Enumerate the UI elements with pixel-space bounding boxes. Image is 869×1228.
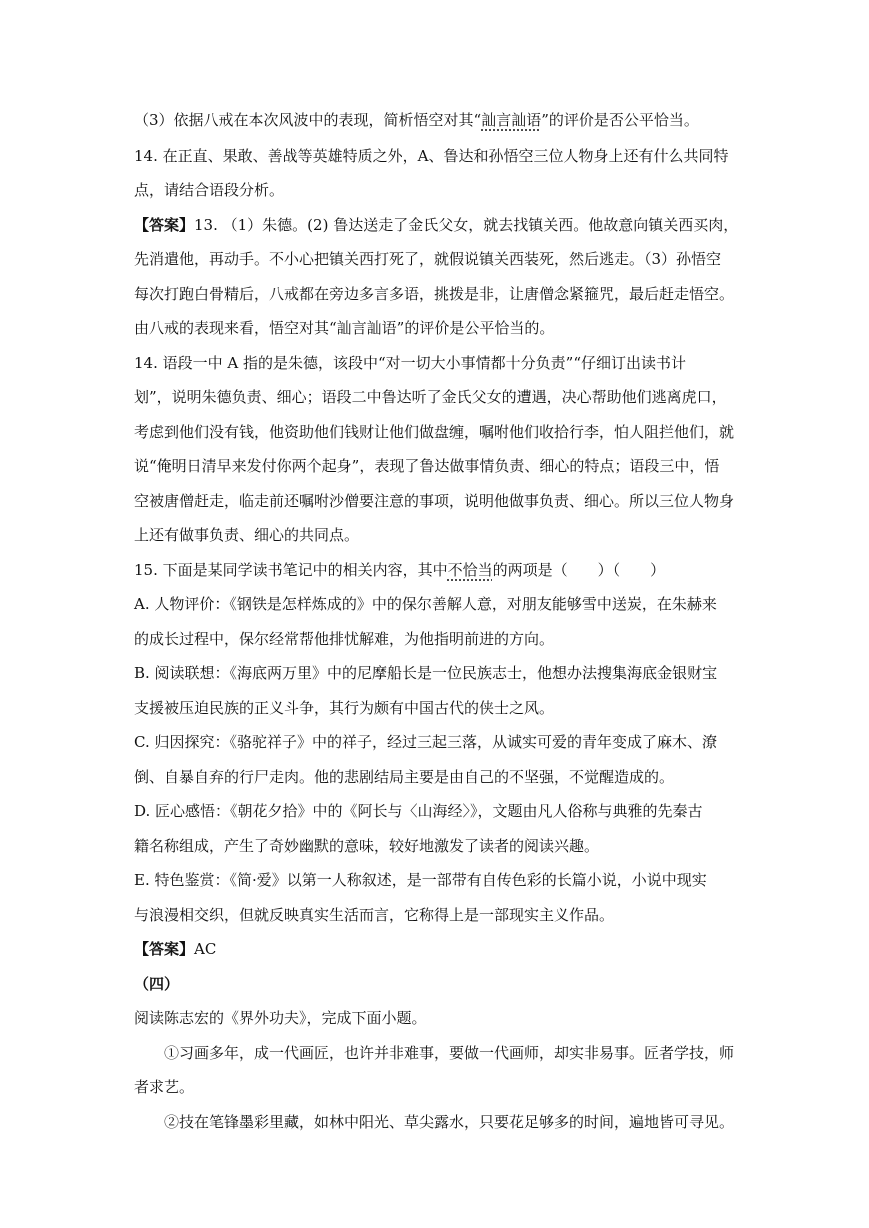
option-c-line-1: C. 归因探究：《骆驼祥子》中的祥子，经过三起三落，从诚实可爱的青年变成了麻木、潦: [134, 733, 717, 751]
answer-13-line-1: [134, 215, 744, 235]
answer-label: 【答案】: [134, 216, 195, 234]
option-a-line-2: 的成长过程中，保尔经常帮他排忧解难，为他指明前进的方向。: [134, 630, 555, 648]
answer-13-text: 13. （1）朱德。(2) 鲁达送走了金氏父女，就去找镇关西。他故意向镇关西买肉，: [194, 216, 739, 234]
section-heading: （四）: [134, 975, 180, 993]
question-3-line: [134, 110, 744, 130]
answer-15-value: AC: [194, 940, 217, 958]
question-15-text: 15. 下面是某同学读书笔记中的相关内容，其中: [134, 561, 448, 579]
answer-14-line-2: 划”，说明朱德负责、细心；语段二中鲁达听了金氏父女的遭遇，决心帮助他们逃离虎口，: [134, 388, 727, 406]
answer-13-line-2: 先消遣他，再动手。不小心把镇关西打死了，就假说镇关西装死，然后逃走。（3）孙悟空: [134, 250, 722, 268]
answer-14-line-5: 空被唐僧赶走，临走前还嘱咐沙僧要注意的事项，说明他做事负责、细心。所以三位人物身: [134, 492, 735, 510]
option-b-line-2: 支援被压迫民族的正义斗争，其行为颇有中国古代的侠士之风。: [134, 699, 555, 717]
answer-14-line-6: 上还有做事负责、细心的共同点。: [134, 526, 360, 544]
answer-14-line-4: 说“俺明日清早来发付你两个起身”，表现了鲁达做事情负责、细心的特点；语段三中，悟: [134, 457, 720, 475]
question-15-line: [134, 560, 744, 580]
option-b-line-1: B. 阅读联想：《海底两万里》中的尼摩船长是一位民族志士，他想办法搜集海底金银财宝: [134, 664, 718, 682]
option-a-line-1: A. 人物评价：《钢铁是怎样炼成的》中的保尔善解人意，对朋友能够雪中送炭，在朱赫来: [134, 595, 717, 613]
paragraph-1-line-1: ①习画多年，成一代画匠，也许并非难事，要做一代画师，却实非易事。匠者学技，师: [164, 1044, 735, 1062]
option-e-line-2: 与浪漫相交织，但就反映真实生活而言，它称得上是一部现实主义作品。: [134, 906, 615, 924]
answer-14-line-1: 14. 语段一中 A 指的是朱德，该段中“对一切大小事情都十分负责”“仔细订出读书计: [134, 354, 687, 372]
answer-15-line: [134, 939, 744, 959]
dotted-phrase: 訕言訕语: [481, 111, 542, 129]
paragraph-1-line-2: 者求艺。: [134, 1078, 195, 1096]
paragraph-2-line-1: ②技在笔锋墨彩里藏，如林中阳光、草尖露水，只要花足够多的时间，遍地皆可寻见。: [164, 1113, 735, 1131]
dotted-phrase: 不恰当: [447, 561, 493, 579]
option-d-line-2: 籍名称组成，产生了奇妙幽默的意味，较好地激发了读者的阅读兴趣。: [134, 837, 600, 855]
option-d-line-1: D. 匠心感悟：《朝花夕拾》中的《阿长与〈山海经〉》，文题由凡人俗称与典雅的先秦古: [134, 802, 703, 820]
emphasis-dotted-text: [481, 111, 541, 129]
question-3-text-end: ”的评价是否公平恰当。: [541, 111, 699, 129]
option-c-line-2: 倒、自暴自弃的行尸走肉。他的悲剧结局主要是由自己的不坚强，不觉醒造成的。: [134, 768, 675, 786]
option-e-line-1: E. 特色鉴赏：《简·爱》以第一人称叙述，是一部带有自传色彩的长篇小说，小说中现实: [134, 871, 707, 889]
answer-label: 【答案】: [134, 940, 195, 958]
question-15-text-end: 的两项是（ ）（ ）: [492, 561, 666, 579]
answer-13-line-4: 由八戒的表现来看，悟空对其“訕言訕语”的评价是公平恰当的。: [134, 319, 555, 337]
answer-13-line-3: 每次打跑白骨精后，八戒都在旁边多言多语，挑拨是非，让唐僧念紧箍咒，最后赶走悟空。: [134, 285, 735, 303]
answer-14-line-3: 考虑到他们没有钱，他资助他们钱财让他们做盘缠，嘱咐他们收拾行李，怕人阻拦他们，就: [134, 423, 735, 441]
question-14-line-1: 14. 在正直、果敢、善战等英雄特质之外，A、鲁达和孙悟空三位人物身上还有什么共同特: [134, 147, 729, 165]
section-intro: 阅读陈志宏的《界外功夫》，完成下面小题。: [134, 1009, 427, 1027]
question-14-line-2: 点，请结合语段分析。: [134, 181, 285, 199]
question-3-text: （3）依据八戒在本次风波中的表现，简析悟空对其“: [134, 111, 482, 129]
